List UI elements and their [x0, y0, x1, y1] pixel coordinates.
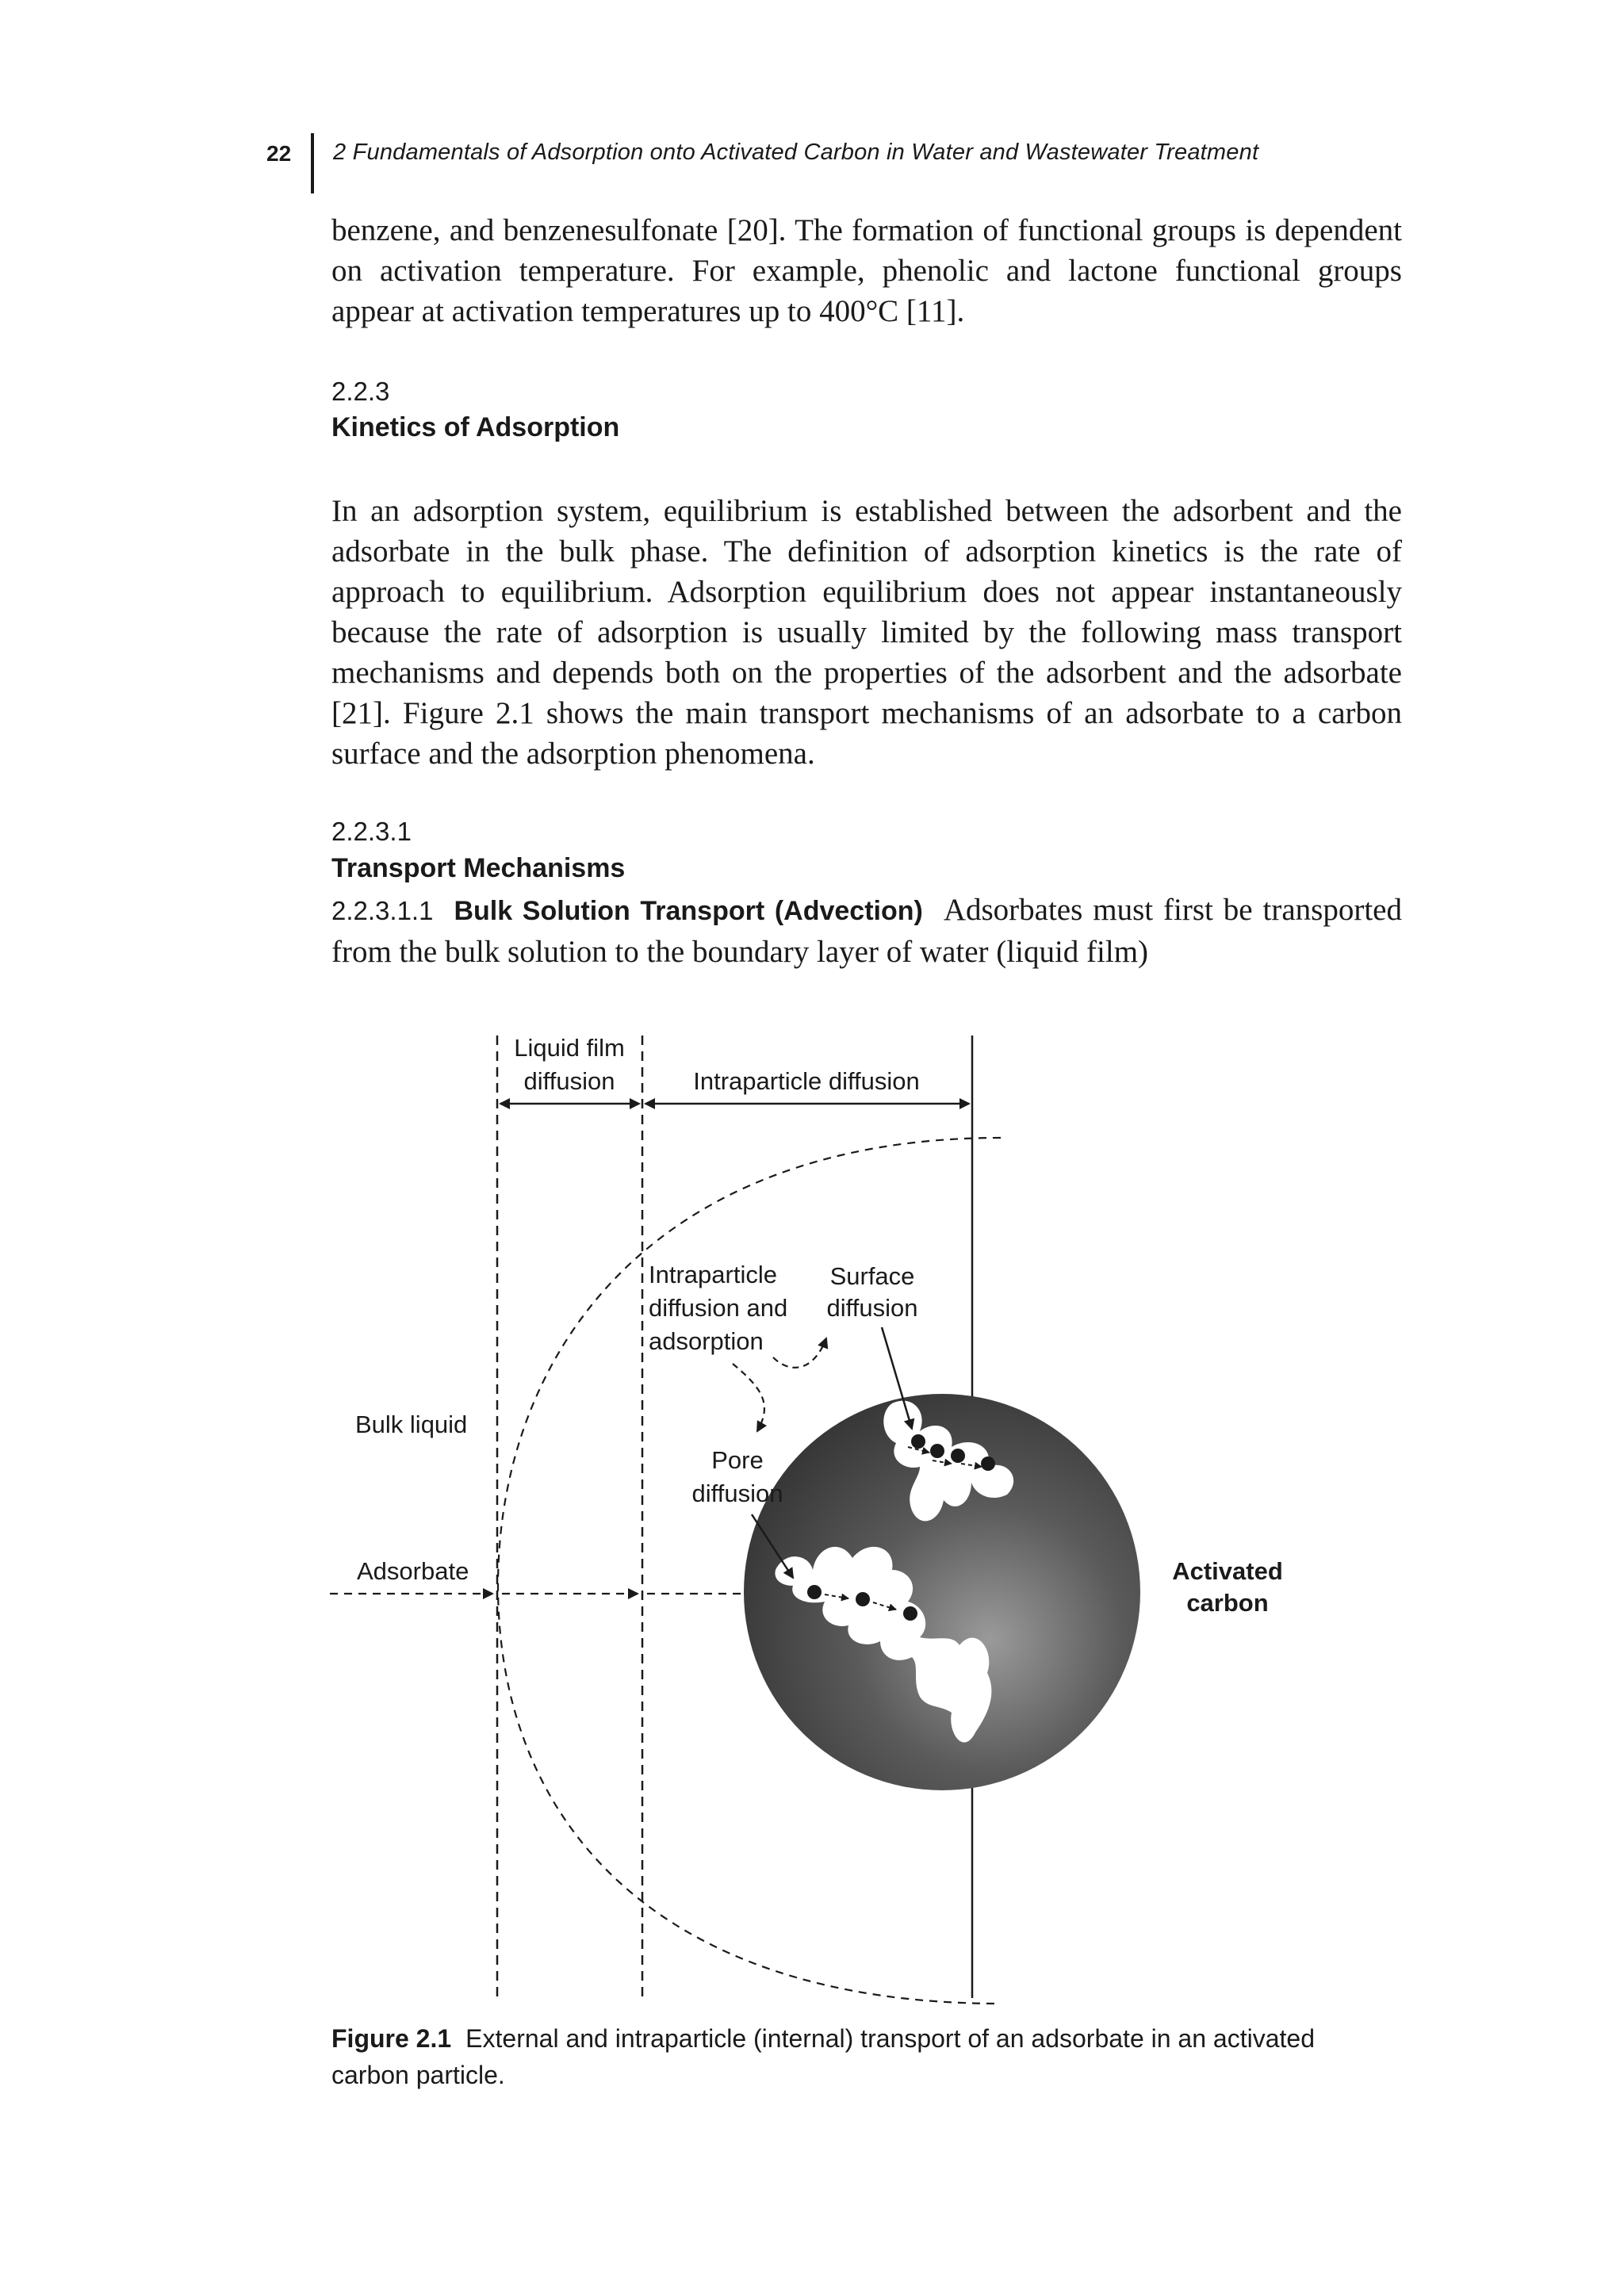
adsorbate-molecule	[807, 1585, 822, 1599]
intraparticle-to-surface-arrow	[773, 1338, 826, 1368]
subsection-title-advection: Bulk Solution Transport (Advection)	[454, 896, 923, 926]
adsorbate-molecule	[930, 1444, 944, 1458]
label-intraparticle-adsorption-3: adsorption	[649, 1327, 764, 1355]
paragraph-text: Adsorbates must first be transported from the bulk solution to the boundary layer of water (liquid film)	[331, 893, 1402, 969]
section-title-transport-mechanisms: Transport Mechanisms	[331, 853, 626, 883]
label-liquid-film-diffusion: diffusion	[523, 1067, 615, 1095]
label-surface: Surface	[829, 1262, 915, 1290]
label-intraparticle-adsorption-2: diffusion and	[649, 1294, 788, 1322]
label-intraparticle-adsorption-1: Intraparticle	[649, 1261, 777, 1288]
subsection-number-2-2-3-1-1: 2.2.3.1.1	[331, 896, 434, 925]
figure-caption-label: Figure 2.1	[331, 2024, 452, 2053]
label-liquid-film: Liquid film	[514, 1034, 625, 1062]
page-number: 22	[266, 141, 292, 166]
paragraph-functional-groups: benzene, and benzenesulfonate [20]. The formation of functional groups is dependent on activation temperature. For example, phenolic and lactone functional groups appear at activation temperatures up to 400°C [11].	[331, 213, 1402, 328]
section-title-kinetics: Kinetics of Adsorption	[331, 412, 620, 442]
label-adsorbate: Adsorbate	[357, 1557, 469, 1585]
adsorbate-molecule	[951, 1449, 965, 1463]
figure-caption	[331, 2020, 1394, 2093]
section-number-2-2-3-1: 2.2.3.1	[331, 817, 412, 846]
label-intraparticle-diffusion: Intraparticle diffusion	[693, 1067, 920, 1095]
adsorbate-molecule	[903, 1606, 917, 1621]
intraparticle-to-pore-arrow	[733, 1364, 764, 1431]
running-head: 2 Fundamentals of Adsorption onto Activated Carbon in Water and Wastewater Treatment	[333, 140, 1259, 165]
adsorbate-molecule	[981, 1457, 995, 1471]
label-surface-diffusion: diffusion	[826, 1294, 918, 1322]
label-bulk-liquid: Bulk liquid	[355, 1411, 468, 1438]
label-pore-diffusion: diffusion	[691, 1480, 783, 1507]
paragraph-bulk-solution-transport	[331, 890, 1402, 972]
label-carbon: carbon	[1186, 1589, 1269, 1617]
figure-transport-diagram	[0, 1015, 1624, 2014]
adsorbate-molecule	[856, 1592, 870, 1606]
section-number-2-2-3: 2.2.3	[331, 377, 390, 406]
label-pore: Pore	[711, 1446, 764, 1474]
paragraph-adsorption-kinetics: In an adsorption system, equilibrium is established between the adsorbent and the adsorbate in the bulk phase. The definition of adsorption kinetics is the rate of approach to equilibrium. Adsorption equilibrium does not appear instantaneously because the rate of adsorption is usually limited by the following mass transport mechanisms and depends both on the properties of the adsorbent and the adsorbate [21]. Figure 2.1 shows the main transport mechanisms of an adsorbate to a carbon surface and the adsorption phenomena.	[331, 494, 1402, 771]
adsorbate-molecule	[911, 1434, 925, 1449]
figure-caption-text: External and intraparticle (internal) transport of an adsorbate in an activated carbon particle.	[331, 2024, 1315, 2089]
label-activated: Activated	[1172, 1557, 1283, 1585]
header-rule	[311, 133, 314, 193]
